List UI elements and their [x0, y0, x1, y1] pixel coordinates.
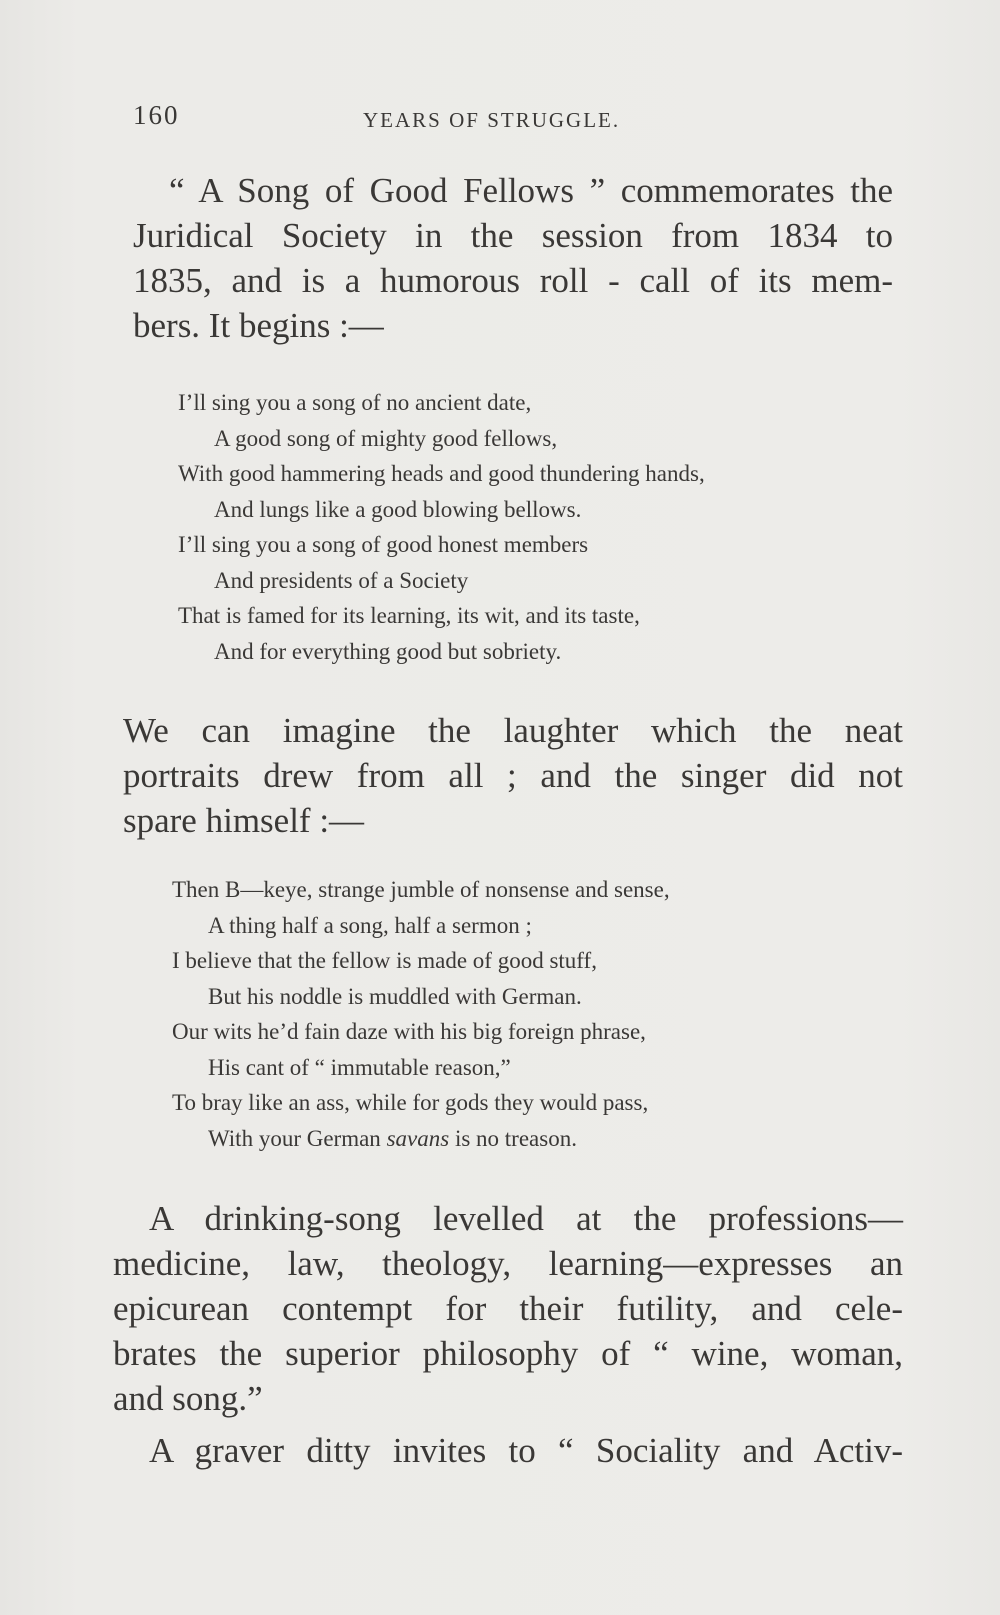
- paragraph-drinking-song: [113, 1196, 903, 1421]
- italic-word: savans: [386, 1125, 450, 1151]
- text-line: epicurean contempt for their futility, and cele-: [113, 1289, 903, 1328]
- verse-line: I believe that the fellow is made of good stuff,: [172, 948, 597, 973]
- text-line: A graver ditty invites to “ Sociality and Activ-: [149, 1431, 903, 1470]
- page-header: [133, 100, 893, 140]
- verse-line: But his noddle is muddled with German.: [208, 983, 582, 1009]
- verse-line: A thing half a song, half a sermon ;: [208, 912, 532, 938]
- text-line: Juridical Society in the session from 1834 to: [133, 216, 893, 255]
- text-line: “ A Song of Good Fellows ” commemorates the: [169, 171, 893, 210]
- paragraph-laughter: [123, 708, 903, 843]
- text-line: We can imagine the laughter which the neat: [123, 711, 903, 750]
- verse-line-end: is no treason.: [449, 1125, 577, 1151]
- verse-line: Our wits he’d fain daze with his big foreign phrase,: [172, 1019, 646, 1044]
- text-line: 1835, and is a humorous roll - call of its mem-: [133, 261, 893, 300]
- verse-line: That is famed for its learning, its wit, and its taste,: [178, 603, 640, 628]
- verse-line: And for everything good but sobriety.: [214, 638, 562, 664]
- verse-line: Then B—keye, strange jumble of nonsense and sense,: [172, 877, 670, 902]
- verse-line: [172, 1121, 670, 1157]
- paragraph-song-of-good-fellows: [133, 168, 893, 348]
- text-line: medicine, law, theology, learning—expresses an: [113, 1244, 903, 1283]
- text-line: A drinking-song levelled at the professions—: [149, 1199, 903, 1238]
- text-line: brates the superior philosophy of “ wine, woman,: [113, 1334, 903, 1373]
- verse-line: I’ll sing you a song of good honest members: [178, 532, 589, 557]
- page-number: 160: [133, 100, 180, 130]
- verse-line: To bray like an ass, while for gods they would pass,: [172, 1090, 649, 1115]
- running-title: YEARS OF STRUGGLE.: [363, 108, 621, 132]
- verse-line: A good song of mighty good fellows,: [214, 425, 558, 451]
- text-line: portraits drew from all ; and the singer did not: [123, 756, 903, 795]
- text-line: spare himself :—: [123, 801, 365, 840]
- verse-line: And lungs like a good blowing bellows.: [214, 496, 582, 522]
- verse-line: With good hammering heads and good thundering hands,: [178, 461, 705, 486]
- verse-line: I’ll sing you a song of no ancient date,: [178, 390, 532, 415]
- verse-block-2: [172, 872, 670, 1156]
- verse-block-1: [178, 385, 705, 669]
- text-line: bers. It begins :—: [133, 306, 384, 345]
- verse-line: And presidents of a Society: [214, 567, 469, 593]
- verse-line: His cant of “ immutable reason,”: [208, 1054, 511, 1080]
- verse-line-start: With your German: [208, 1125, 387, 1151]
- paragraph-graver-ditty: [113, 1428, 903, 1473]
- text-line: and song.”: [113, 1379, 263, 1418]
